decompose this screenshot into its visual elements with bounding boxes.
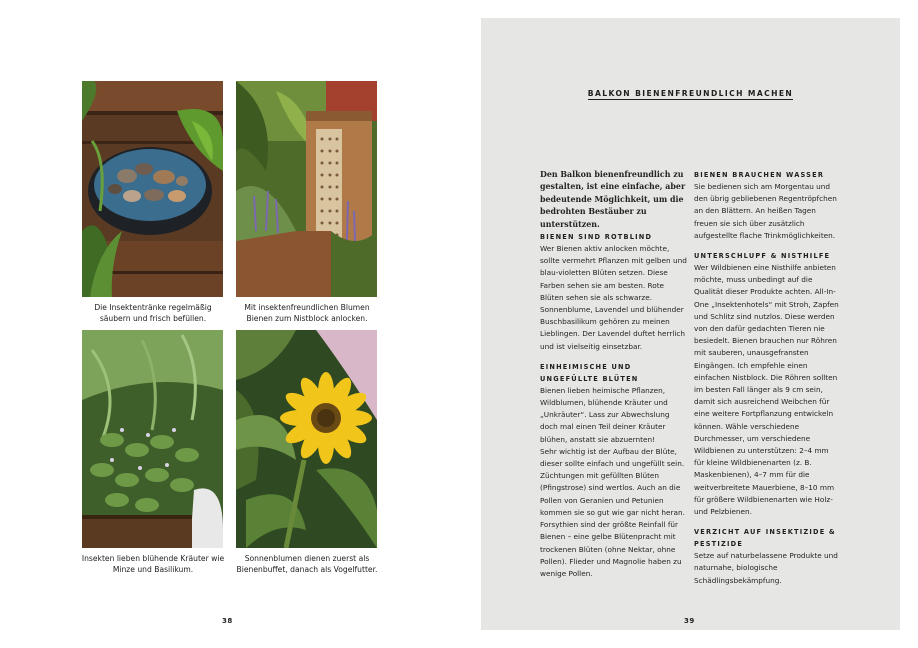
caption-blooming-herbs: Insekten lieben blühende Kräuter wie Minze und Basilikum. [81,554,225,574]
heading-verzicht: VERZICHT AUF INSEKTIZIDE & PESTIZIDE [694,528,836,549]
caption-sunflower: Sonnenblumen dienen zuerst als Bienenbuffet, danach als Vogelfutter. [236,554,378,574]
text-verzicht: Setze auf naturbelassene Produkte und naturnahe, biologische Schädlingsbekämpfung. [694,551,838,585]
text-heimische-2: Sehr wichtig ist der Aufbau der Blüte, dieser sollte einfach und ungefüllt sein. Züchtungen mit gefüllten Blüten (Pfingstrose) sind wertlos. Auch an die Pollen von Geranien und Petunien kommen sie so gut wie gar nicht heran. Forsythien sind der größte Reinfall für Bienen – eine gelbe Blütenpracht mit trockenen Blüten (ohne Nektar, ohne Pollen). Flieder und Magnolie haben zu wenige Pollen. [540,446,685,578]
heading-wasser: BIENEN BRAUCHEN WASSER [694,171,825,179]
text-heimische-1: Bienen lieben heimische Pflanzen, Wildblumen, blühende Kräuter und „Unkräuter“. Lass zur Abwechslung doch mal einen Teil deiner Kräuter blühen, anstatt sie abzuernten! [540,385,670,444]
caption-nesting-block: Mit insektenfreundlichen Blumen Bienen zum Nistblock anlocken. [244,303,370,323]
photo-sunflower [236,330,377,548]
text-column-right [694,169,840,587]
caption-water-trough: Die Insektentränke regelmäßig säubern und frisch befüllen. [94,303,212,323]
photo-blooming-herbs [82,330,223,548]
photo-insect-water-trough [82,81,223,297]
text-wasser: Sie bedienen sich am Morgentau und den übrig gebliebenen Regentröpfchen an den Blättern. An heißen Tagen freuen sie sich über zusätzlich aufgestellte flache Trinkmöglichkeiten. [694,182,837,240]
photo-nesting-block [236,81,377,297]
page-number-left: 38 [222,617,233,625]
page-number-right: 39 [684,617,695,625]
heading-heimische: EINHEIMISCHE UND UNGEFÜLLTE BLÜTEN [540,362,639,383]
page-title: BALKON BIENENFREUNDLICH MACHEN [587,89,794,98]
text-rotblind: Wer Bienen aktiv anlocken möchte, sollte vermehrt Pflanzen mit gelben und blau-violetten Blüten setzen. Diese Farben sehen sie am besten. Rote Blüten sehen sie als schwarze. Sonnenblume, Lavendel und blühender Buschbasilikum gehören zu meinen Lieblingen. Der Lavendel duftet herrlich und ist vielseitig einsetzbar. [540,244,687,351]
lead-paragraph: Den Balkon bienenfreundlich zu gestalten, ist eine einfache, aber bedeutende Möglichkeit, um die bedrohten Bestäuber zu unterstützen. [540,170,686,229]
text-column-left [540,169,687,580]
text-nisthilfe: Wer Wildbienen eine Nisthilfe anbieten möchte, muss unbedingt auf die Qualität dieser Produkte achten. All-In-One „Insektenhotels“ mit Stroh, Zapfen und Schlitz sind nutzlos. Diese werden von den dafür gedachten Tieren nie besiedelt. Bienen brauchen nur Röhren mit sauberen, unausgefransten Eingängen. Ich empfehle einen einfachen Nistblock. Die Röhren sollten im besten Fall länger als 9 cm sein, damit sich ausreichend Weibchen für eine weitere Fortpflanzung entwickeln können. Wähle verschiedene Durchmesser, um verschiedene Wildbienen zu unterstützen: 2–4 mm für kleine Wildbienenarten (z. B. Maskenbienen), 4–7 mm für die weitverbreitete Mauerbiene, 8–10 mm für größere Wildbienenarten wie Holz- und Pelzbienen. [694,263,839,517]
heading-nisthilfe: UNTERSCHLUPF & NISTHILFE [694,252,831,261]
heading-rotblind: BIENEN SIND ROTBLIND [540,233,653,242]
right-page [481,18,900,630]
